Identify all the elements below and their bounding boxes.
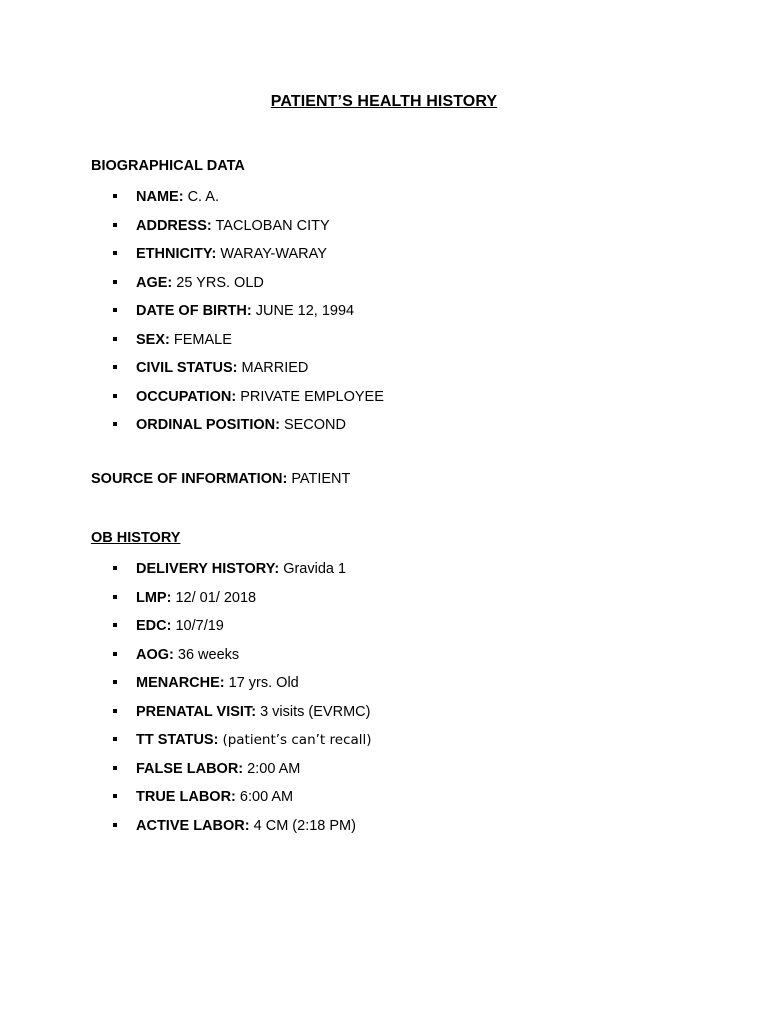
bullet-icon	[113, 766, 117, 770]
list-item-name: NAME: C. A.	[0, 186, 384, 215]
list-item-sex: SEX: FEMALE	[0, 329, 384, 358]
list-item-aog: AOG: 36 weeks	[0, 644, 372, 673]
page-title: PATIENT’S HEALTH HISTORY	[270, 93, 498, 110]
list-item-edc: EDC: 10/7/19	[0, 615, 372, 644]
list-item-tt-status: TT STATUS: (patient’s can’t recall)	[0, 729, 372, 758]
bullet-icon	[113, 308, 117, 312]
bullet-icon	[113, 337, 117, 341]
bullet-icon	[113, 280, 117, 284]
bullet-icon	[113, 680, 117, 684]
list-item-active-labor: ACTIVE LABOR: 4 CM (2:18 PM)	[0, 815, 372, 844]
list-item-age: AGE: 25 YRS. OLD	[0, 272, 384, 301]
bullet-icon	[113, 794, 117, 798]
bullet-icon	[113, 394, 117, 398]
bullet-icon	[113, 737, 117, 741]
bullet-icon	[113, 566, 117, 570]
bullet-icon	[113, 422, 117, 426]
biographical-data-heading: BIOGRAPHICAL DATA	[91, 158, 245, 174]
list-item-prenatal-visit: PRENATAL VISIT: 3 visits (EVRMC)	[0, 701, 372, 730]
source-of-information	[91, 471, 350, 487]
list-item-occupation: OCCUPATION: PRIVATE EMPLOYEE	[0, 386, 384, 415]
bullet-icon	[113, 251, 117, 255]
source-value: PATIENT	[291, 471, 351, 487]
bullet-icon	[113, 623, 117, 627]
list-item-ordinal-position: ORDINAL POSITION: SECOND	[0, 414, 384, 443]
list-item-civil-status: CIVIL STATUS: MARRIED	[0, 357, 384, 386]
bullet-icon	[113, 652, 117, 656]
bullet-icon	[113, 823, 117, 827]
bullet-icon	[113, 194, 117, 198]
list-item-false-labor: FALSE LABOR: 2:00 AM	[0, 758, 372, 787]
biographical-data-list	[0, 186, 384, 443]
bullet-icon	[113, 595, 117, 599]
bullet-icon	[113, 223, 117, 227]
list-item-ethnicity: ETHNICITY: WARAY-WARAY	[0, 243, 384, 272]
ob-history-list	[0, 558, 372, 843]
list-item-date-of-birth: DATE OF BIRTH: JUNE 12, 1994	[0, 300, 384, 329]
list-item-lmp: LMP: 12/ 01/ 2018	[0, 587, 372, 616]
source-label: SOURCE OF INFORMATION:	[91, 471, 288, 487]
bullet-icon	[113, 365, 117, 369]
list-item-true-labor: TRUE LABOR: 6:00 AM	[0, 786, 372, 815]
list-item-menarche: MENARCHE: 17 yrs. Old	[0, 672, 372, 701]
list-item-delivery-history: DELIVERY HISTORY: Gravida 1	[0, 558, 372, 587]
bullet-icon	[113, 709, 117, 713]
list-item-address: ADDRESS: TACLOBAN CITY	[0, 215, 384, 244]
ob-history-heading: OB HISTORY	[91, 530, 181, 546]
